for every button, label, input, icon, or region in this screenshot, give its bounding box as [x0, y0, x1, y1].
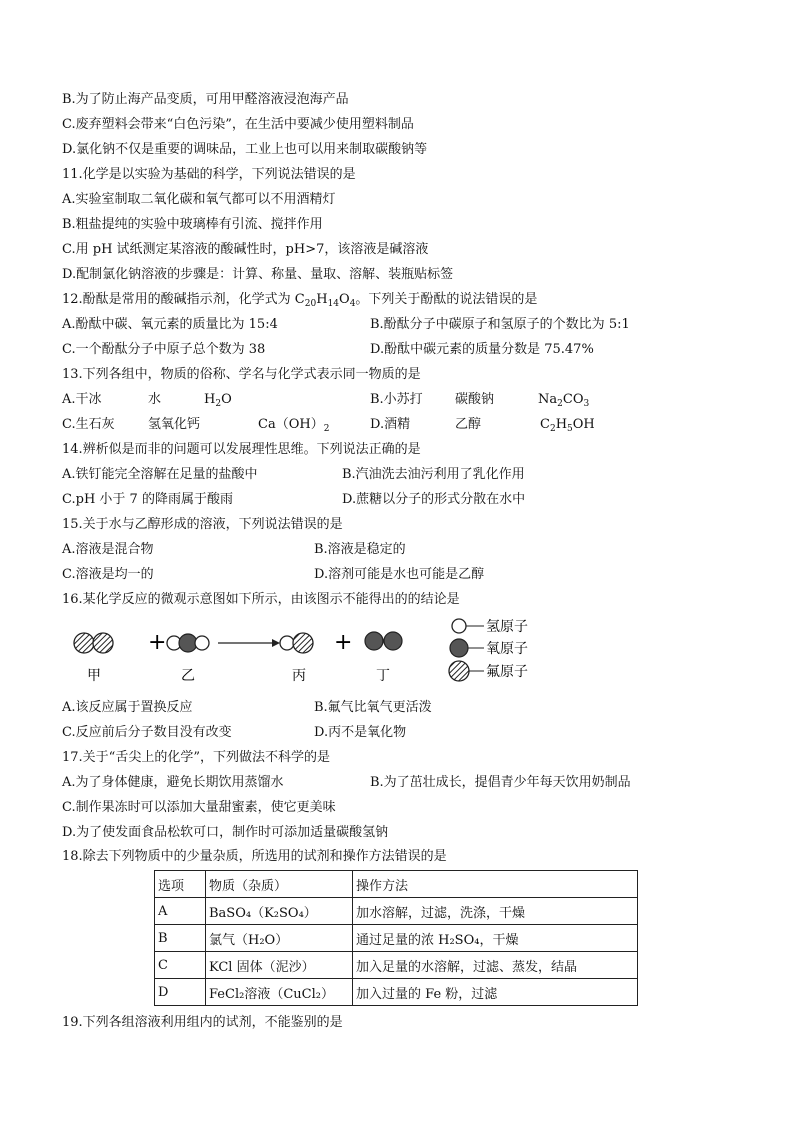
legend-label: 氟原子: [486, 664, 528, 680]
legend-label: 氧原子: [486, 641, 528, 657]
option-line: D.氯化钠不仅是重要的调味品，工业上也可以用来制取碳酸钠等: [62, 142, 428, 157]
fluorine-atom: [93, 633, 113, 653]
q12-text: 。下列关于酚酞的说法错误的是: [355, 292, 538, 307]
table-cell: D: [155, 979, 206, 1006]
table-cell: B: [155, 925, 206, 952]
table-row: [155, 925, 638, 952]
formula-sub: 5: [567, 424, 573, 434]
oxygen-atom: [365, 632, 383, 650]
table-row: [155, 898, 638, 925]
table-header: 物质（杂质）: [206, 871, 353, 898]
oxygen-atom: [179, 634, 197, 652]
question-11: 11.化学是以实验为基础的科学，下列说法错误的是: [62, 167, 356, 182]
question-16: 16.某化学反应的微观示意图如下所示，由该图示不能得出的的结论是: [62, 592, 460, 607]
hydrogen-atom: [280, 636, 294, 650]
q12-sub: 4: [349, 299, 356, 309]
formula-sub: 2: [323, 424, 330, 434]
fluorine-atom: [74, 633, 94, 653]
formula-sub: 3: [583, 399, 590, 409]
option-line: B.溶液是稳定的: [314, 542, 406, 557]
question-13: 13.下列各组中，物质的俗称、学名与化学式表示同一物质的是: [62, 367, 421, 382]
molecule-label: 甲: [87, 668, 101, 684]
option-line: D.配制氯化钠溶液的步骤是：计算、称量、量取、溶解、装瓶贴标签: [62, 267, 454, 282]
table-cell: 加入过量的 Fe 粉，过滤: [353, 979, 638, 1006]
table-header: 选项: [155, 871, 206, 898]
option-line: B.酚酞分子中碳原子和氢原子的个数比为 5:1: [370, 317, 630, 332]
option-cell: 碳酸钠: [455, 392, 495, 407]
option-line: A.为了身体健康，避免长期饮用蒸馏水: [62, 775, 284, 790]
table-header: 操作方法: [353, 871, 638, 898]
table-cell: 加水溶解，过滤，洗涤，干燥: [353, 898, 638, 925]
q12-elem: O: [339, 292, 350, 307]
option-line: C.pH 小于 7 的降雨属于酸雨: [62, 492, 233, 507]
oxygen-atom: [384, 632, 402, 650]
option-line: C.用 pH 试纸测定某溶液的酸碱性时，pH>7，该溶液是碱溶液: [62, 242, 429, 257]
option-line: D.溶剂可能是水也可能是乙醇: [314, 567, 485, 582]
option-line: B.汽油洗去油污利用了乳化作用: [342, 467, 525, 482]
q12-sub: 20: [304, 299, 317, 309]
formula: [204, 392, 232, 408]
table-cell: 通过足量的浓 H₂SO₄，干燥: [353, 925, 638, 952]
table-cell: BaSO₄（K₂SO₄）: [206, 898, 353, 925]
question-12: [62, 292, 537, 308]
formula: [258, 417, 329, 433]
molecule-label: 乙: [181, 668, 195, 684]
option-line: D.酚酞中碳元素的质量分数是 75.47%: [370, 342, 594, 357]
option-line: B.粗盐提纯的实验中玻璃棒有引流、搅拌作用: [62, 217, 323, 232]
hydrogen-legend-icon: [452, 619, 466, 633]
option-line: A.酚酞中碳、氧元素的质量比为 15:4: [62, 317, 278, 332]
table-cell: 加入足量的水溶解，过滤、蒸发，结晶: [353, 952, 638, 979]
option-line: D.为了使发面食品松软可口，制作时可添加适量碳酸氢钠: [62, 825, 389, 840]
option-line: C.制作果冻时可以添加大量甜蜜素，使它更美味: [62, 800, 336, 815]
formula-sub: 2: [215, 399, 222, 409]
molecule-bing: [280, 633, 313, 653]
formula-part: H: [204, 392, 216, 407]
option-line: B.为了防止海产品变质，可用甲醛溶液浸泡海产品: [62, 92, 349, 107]
plus-sign: +: [148, 630, 167, 655]
table-row: [155, 952, 638, 979]
legend-label: 氢原子: [486, 619, 528, 635]
formula: [538, 392, 589, 408]
option-line: B.小苏打: [370, 392, 423, 407]
option-line: D.丙不是氧化物: [314, 725, 407, 740]
oxygen-legend-icon: [450, 639, 468, 657]
table-cell: C: [155, 952, 206, 979]
formula-part: CO: [562, 392, 584, 407]
option-line: C.反应前后分子数目没有改变: [62, 725, 232, 740]
formula-part: OH: [572, 417, 595, 432]
hydrogen-atom: [195, 636, 209, 650]
fluorine-legend-icon: [449, 661, 469, 681]
option-cell: 氢氧化钙: [148, 417, 201, 432]
formula: [540, 417, 595, 433]
question-14: 14.辨析似是而非的问题可以发展理性思维。下列说法正确的是: [62, 442, 421, 457]
q12-elem: H: [316, 292, 328, 307]
molecule-jia: [74, 633, 113, 653]
formula-part: O: [221, 392, 232, 407]
q12-text: 12.酚酞是常用的酸碱指示剂，化学式为 C: [62, 292, 305, 307]
question-17: 17.关于“舌尖上的化学”，下列做法不科学的是: [62, 750, 330, 765]
reaction-arrow: [218, 639, 280, 647]
option-cell: 水: [148, 392, 162, 407]
molecule-label: 丙: [292, 668, 306, 684]
formula-part: C: [540, 417, 550, 432]
option-line: B.为了茁壮成长，提倡青少年每天饮用奶制品: [370, 775, 631, 790]
option-line: A.该反应属于置换反应: [62, 700, 193, 715]
option-line: D.蔗糖以分子的形式分散在水中: [342, 492, 526, 507]
purification-table: [154, 870, 638, 1006]
option-line: A.实验室制取二氧化碳和氧气都可以不用酒精灯: [62, 192, 336, 207]
formula-sub: 2: [549, 424, 556, 434]
fluorine-atom: [293, 633, 313, 653]
molecule-yi: [167, 634, 209, 652]
table-row: [155, 979, 638, 1006]
option-line: B.氟气比氧气更活泼: [314, 700, 432, 715]
option-line: C.生石灰: [62, 417, 115, 432]
question-18: 18.除去下列物质中的少量杂质，所选用的试剂和操作方法错误的是: [62, 849, 447, 864]
plus-sign: +: [334, 630, 353, 655]
option-line: A.干冰: [62, 392, 102, 407]
option-line: D.酒精: [370, 417, 411, 432]
option-line: C.一个酚酞分子中原子总个数为 38: [62, 342, 266, 357]
table-cell: 氯气（H₂O）: [206, 925, 353, 952]
option-line: A.铁钉能完全溶解在足量的盐酸中: [62, 467, 258, 482]
option-line: C.溶液是均一的: [62, 567, 154, 582]
table-cell: KCl 固体（泥沙）: [206, 952, 353, 979]
molecule-ding: [365, 632, 402, 650]
q12-sub: 14: [327, 299, 340, 309]
question-19: 19.下列各组溶液利用组内的试剂，不能鉴别的是: [62, 1015, 343, 1030]
molecule-label: 丁: [376, 668, 390, 684]
formula-part: Na: [538, 392, 558, 407]
question-15: 15.关于水与乙醇形成的溶液，下列说法错误的是: [62, 517, 343, 532]
option-line: C.废弃塑料会带来“白色污染”，在生活中要减少使用塑料制品: [62, 117, 414, 132]
table-header-row: [155, 871, 638, 898]
table-cell: FeCl₂溶液（CuCl₂）: [206, 979, 353, 1006]
formula-part: H: [555, 417, 568, 432]
formula-part: Ca（OH）: [258, 417, 324, 432]
option-line: A.溶液是混合物: [62, 542, 154, 557]
atom-legend: [440, 614, 600, 686]
formula-sub: 2: [557, 399, 563, 409]
option-cell: 乙醇: [455, 417, 482, 432]
table-cell: A: [155, 898, 206, 925]
